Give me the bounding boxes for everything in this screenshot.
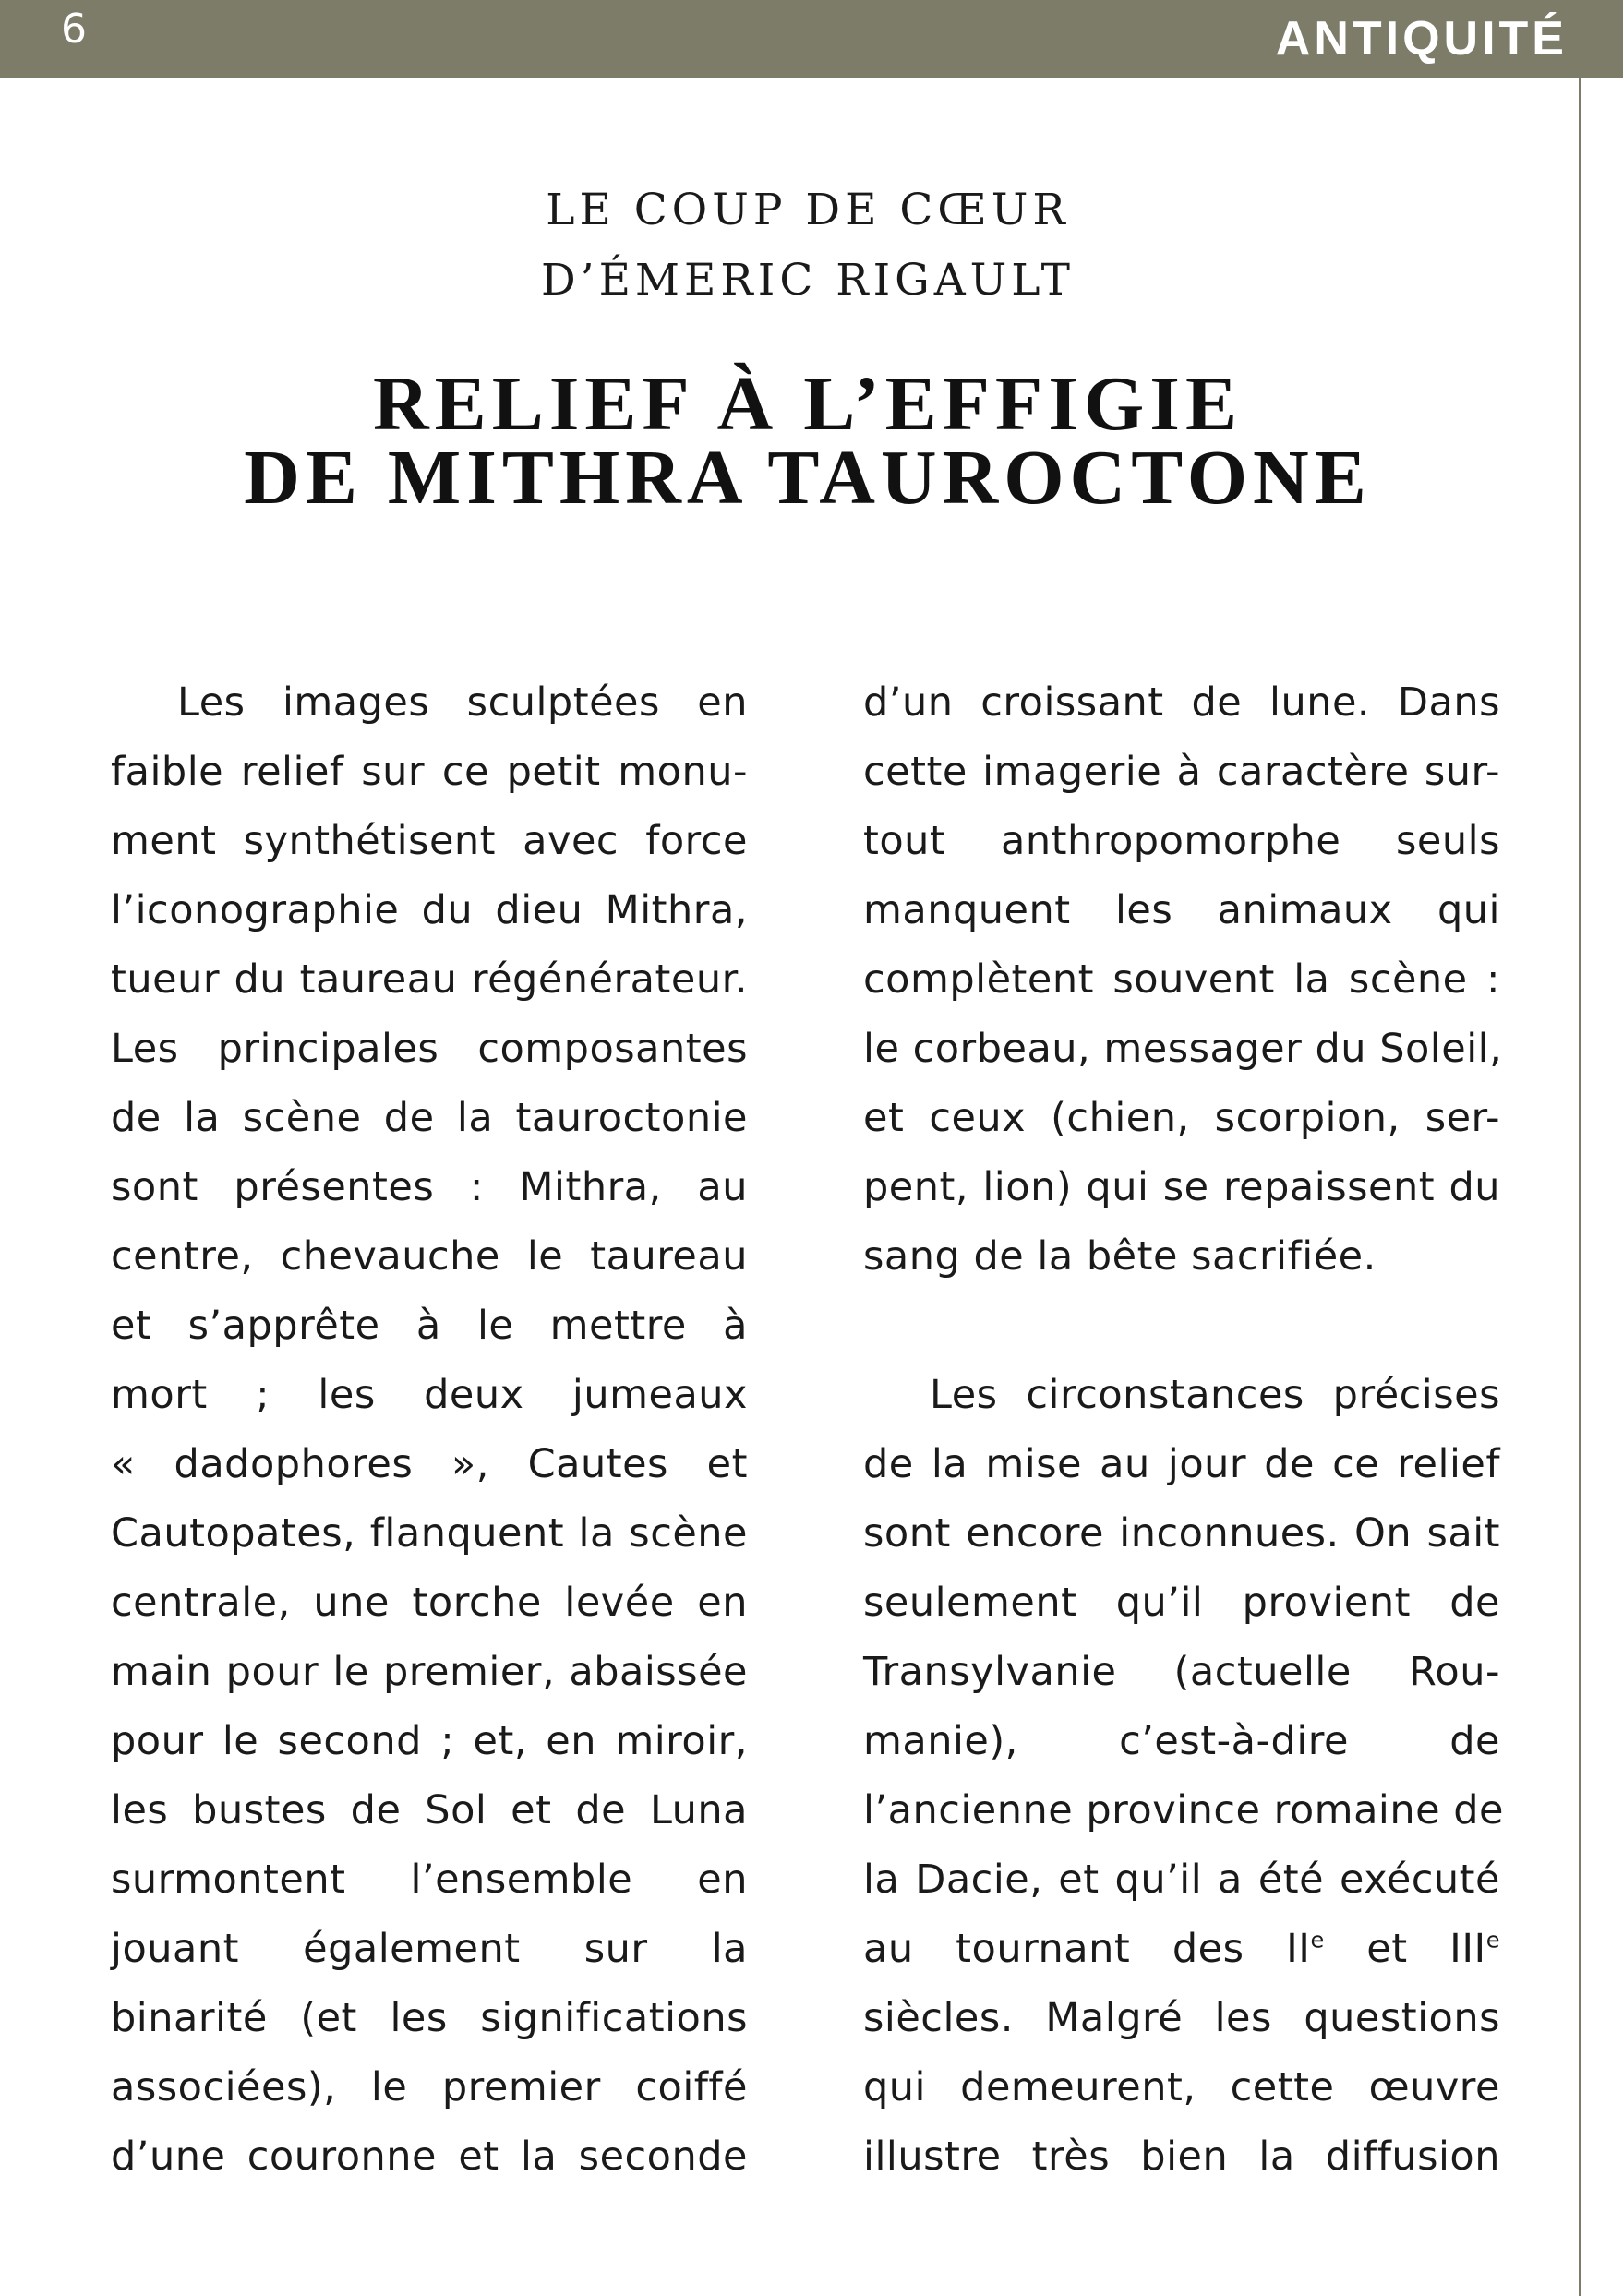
text-line: et s’apprête à le mettre à <box>111 1303 748 1349</box>
title-line: RELIEF À L’EFFIGIE <box>373 361 1243 447</box>
text-line: jouant également sur la <box>111 1926 748 1972</box>
text-line: faible relief sur ce petit monu- <box>111 749 748 795</box>
text-line: pent, lion) qui se repaissent du <box>863 1164 1500 1210</box>
kicker-line: D’ÉMERIC RIGAULT <box>541 255 1075 306</box>
text-line: d’une couronne et la seconde <box>111 2134 748 2180</box>
text-line: associées), le premier coiffé <box>111 2064 748 2110</box>
text-line: Les principales composantes <box>111 1026 748 1072</box>
title-line: DE MITHRA TAUROCTONE <box>244 435 1372 521</box>
text-line: illustre très bien la diffusion <box>863 2134 1500 2180</box>
century-superscript: e <box>1485 1927 1500 1953</box>
section-label: ANTIQUITÉ <box>1275 12 1568 66</box>
text-line: siècles. Malgré les questions <box>863 1995 1500 2041</box>
page-number: 6 <box>61 6 87 53</box>
text-line: et ceux (chien, scorpion, ser- <box>863 1095 1500 1141</box>
text-line: centrale, une torche levée en <box>111 1580 748 1626</box>
text-column-right <box>863 668 1504 2192</box>
text-line: qui demeurent, cette œuvre <box>863 2064 1500 2110</box>
text-line: sang de la bête sacrifiée. <box>863 1233 1377 1280</box>
text-line: Cautopates, flanquent la scène <box>111 1510 748 1557</box>
text-line: de la scène de la tauroctonie <box>111 1095 748 1141</box>
text-line: cette imagerie à caractère sur- <box>863 749 1500 795</box>
text-line: tout anthropomorphe seuls <box>863 818 1500 864</box>
text-line: Les images sculptées en <box>177 679 748 726</box>
text-line: complètent souvent la scène : <box>863 956 1500 1003</box>
text-line: « dadophores », Cautes et <box>111 1441 748 1487</box>
century-superscript: e <box>1310 1927 1325 1953</box>
text-line: pour le second ; et, en miroir, <box>111 1718 748 1764</box>
text-line: binarité (et les significations <box>111 1995 748 2041</box>
text-line: manie), c’est-à-dire de <box>863 1718 1500 1764</box>
text-line: ment synthétisent avec force <box>111 818 748 864</box>
header-band <box>0 0 1623 78</box>
text-line: manquent les animaux qui <box>863 887 1500 933</box>
paragraph-gap <box>863 1292 1500 1361</box>
text-line: Les circonstances précises <box>930 1372 1500 1418</box>
text-line: Transylvanie (actuelle Rou- <box>863 1649 1500 1695</box>
kicker-line: LE COUP DE CŒUR <box>546 185 1070 235</box>
text-line: les bustes de Sol et de Luna <box>111 1787 748 1833</box>
century-text: au tournant des II <box>863 1926 1311 1972</box>
text-line: surmontent l’ensemble en <box>111 1857 748 1903</box>
text-column-left <box>111 668 748 2192</box>
text-line: centre, chevauche le taureau <box>111 1233 748 1280</box>
text-line-century <box>863 1915 1500 1984</box>
text-line: l’iconographie du dieu Mithra, <box>111 887 748 933</box>
text-line: main pour le premier, abaissée <box>111 1649 748 1695</box>
text-line: sont encore inconnues. On sait <box>863 1510 1500 1557</box>
article-title <box>0 361 1616 521</box>
text-line: sont présentes : Mithra, au <box>111 1164 748 1210</box>
text-line: la Dacie, et qu’il a été exécuté <box>863 1857 1500 1903</box>
century-text: et III <box>1324 1926 1486 1972</box>
text-line: l’ancienne province romaine de <box>863 1787 1504 1833</box>
text-line: de la mise au jour de ce relief <box>863 1441 1500 1487</box>
text-line: mort ; les deux jumeaux <box>111 1372 748 1418</box>
text-line: tueur du taureau régénérateur. <box>111 956 748 1003</box>
text-line: seulement qu’il provient de <box>863 1580 1500 1626</box>
text-line: le corbeau, messager du Soleil, <box>863 1026 1503 1072</box>
article-kicker <box>0 175 1616 316</box>
text-line: d’un croissant de lune. Dans <box>863 679 1500 726</box>
